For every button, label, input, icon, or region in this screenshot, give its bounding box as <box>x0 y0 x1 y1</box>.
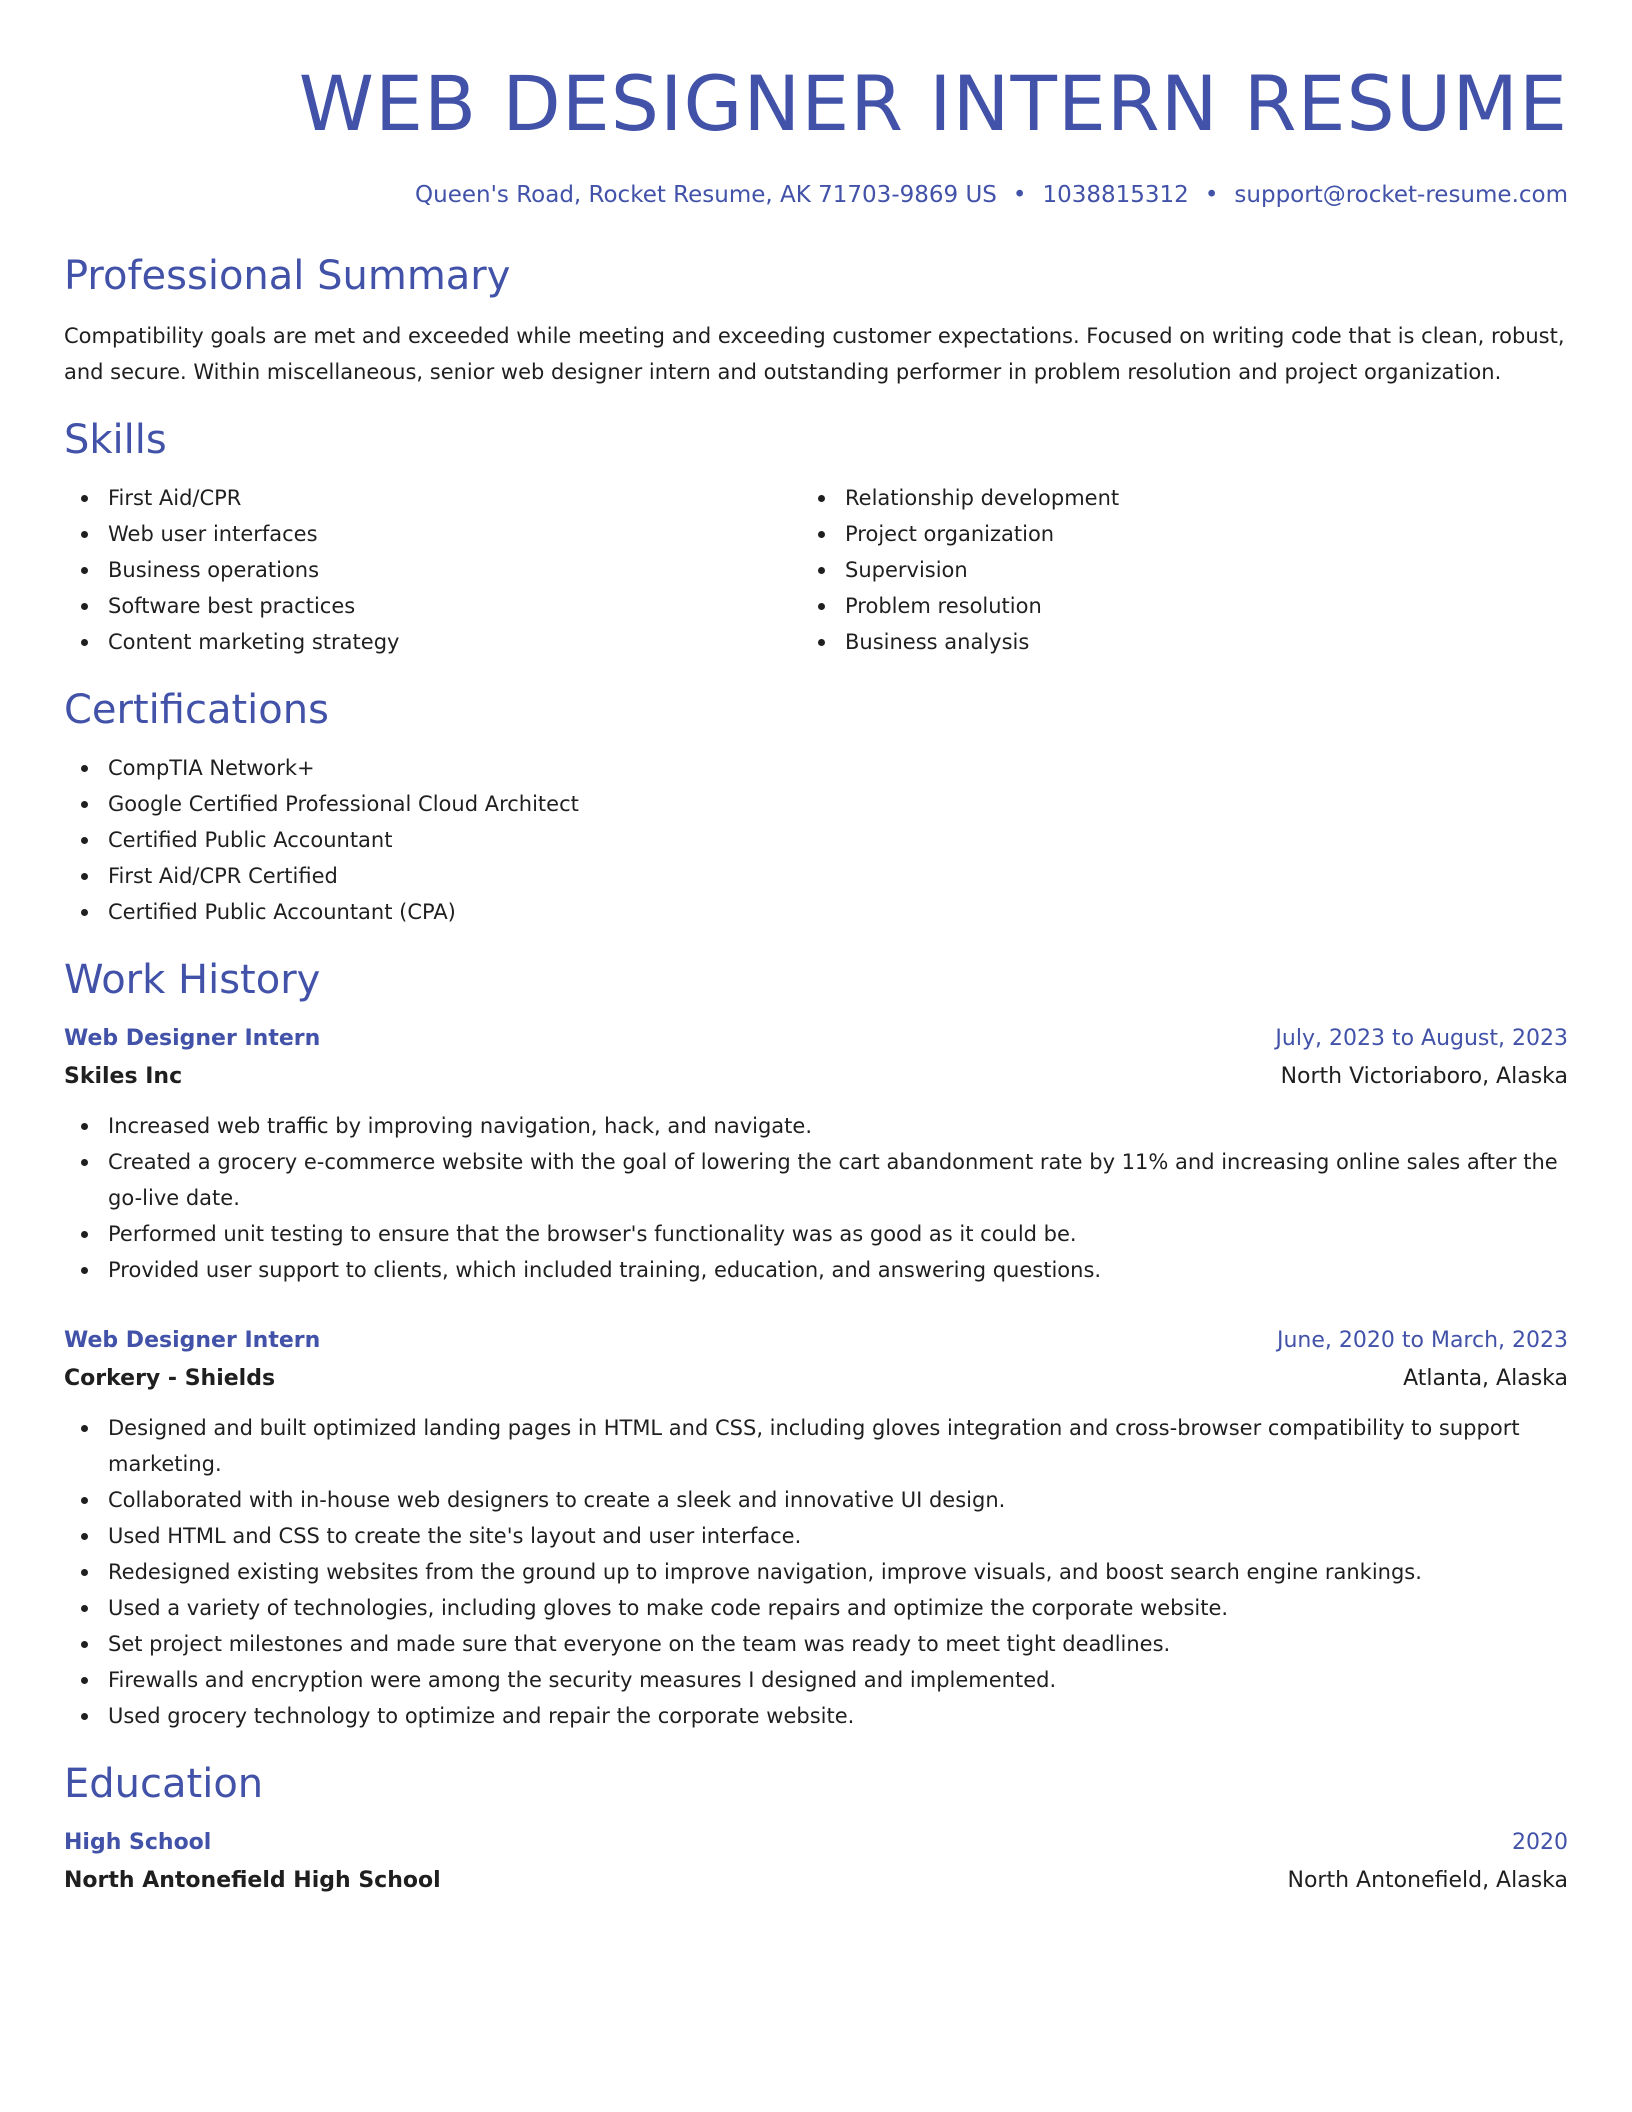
job-title-row <box>64 1020 1568 1058</box>
job-company-row <box>64 1058 1568 1096</box>
skills-column-left <box>64 480 801 660</box>
job-title: Web Designer Intern <box>64 1328 321 1353</box>
job-dates: June, 2020 to March, 2023 <box>1277 1328 1568 1353</box>
skill-item: Web user interfaces <box>64 516 801 552</box>
job-bullet: Created a grocery e-commerce website with the goal of lowering the cart abandonment rate by 11% and increasing online sales after the go-live date. <box>64 1144 1568 1216</box>
job-bullets <box>64 1108 1568 1288</box>
job-entry <box>64 1020 1568 1288</box>
contact-phone: 1038815312 <box>1042 182 1189 208</box>
summary-text: Compatibility goals are met and exceeded while meeting and exceeding customer expectations. Focused on writing code that is clean, robust, and secure. Within miscellaneous, senior web designer intern and outstanding performer in problem resolution and project organization. <box>64 324 1565 384</box>
skill-item: Content marketing strategy <box>64 624 801 660</box>
contact-separator: • <box>1012 182 1027 208</box>
job-bullet: Increased web traffic by improving navigation, hack, and navigate. <box>64 1108 1568 1144</box>
skill-item: Business analysis <box>801 624 1538 660</box>
job-location: North Victoriaboro, Alaska <box>1280 1064 1568 1089</box>
work-history-section <box>64 954 1568 1734</box>
skills-column-right <box>801 480 1538 660</box>
skills-list-left <box>64 480 801 660</box>
skill-item: Problem resolution <box>801 588 1538 624</box>
certification-item: CompTIA Network+ <box>64 750 1568 786</box>
job-bullet: Redesigned existing websites from the ground up to improve navigation, improve visuals, and boost search engine rankings. <box>64 1554 1568 1590</box>
job-company: Corkery - Shields <box>64 1366 276 1391</box>
summary-section <box>64 250 1568 390</box>
job-bullet: Designed and built optimized landing pages in HTML and CSS, including gloves integration and cross-browser compatibility to support marketing. <box>64 1410 1568 1482</box>
resume-header <box>64 56 1568 210</box>
education-section <box>64 1758 1568 1900</box>
skill-item: Project organization <box>801 516 1538 552</box>
certification-item: Certified Public Accountant (CPA) <box>64 894 1568 930</box>
contact-email: support@rocket-resume.com <box>1234 182 1568 208</box>
certifications-section <box>64 684 1568 930</box>
job-bullet: Provided user support to clients, which included training, education, and answering questions. <box>64 1252 1568 1288</box>
job-bullet: Firewalls and encryption were among the security measures I designed and implemented. <box>64 1662 1568 1698</box>
job-bullet: Collaborated with in-house web designers to create a sleek and innovative UI design. <box>64 1482 1568 1518</box>
skills-grid <box>64 480 1568 660</box>
skill-item: Business operations <box>64 552 801 588</box>
job-bullet: Used grocery technology to optimize and repair the corporate website. <box>64 1698 1568 1734</box>
education-degree: High School <box>64 1830 212 1855</box>
job-location: Atlanta, Alaska <box>1403 1366 1568 1391</box>
certifications-heading: Certifications <box>64 687 329 733</box>
work-history-heading: Work History <box>64 957 321 1003</box>
job-title-row <box>64 1322 1568 1360</box>
skill-item: Relationship development <box>801 480 1538 516</box>
education-school: North Antonefield High School <box>64 1868 441 1893</box>
job-bullet: Performed unit testing to ensure that the browser's functionality was as good as it could be. <box>64 1216 1568 1252</box>
job-title: Web Designer Intern <box>64 1026 321 1051</box>
job-company: Skiles Inc <box>64 1064 183 1089</box>
certification-item: Google Certified Professional Cloud Architect <box>64 786 1568 822</box>
education-year: 2020 <box>1512 1830 1568 1855</box>
education-entry <box>64 1824 1568 1900</box>
certification-item: First Aid/CPR Certified <box>64 858 1568 894</box>
skill-item: Software best practices <box>64 588 801 624</box>
job-dates: July, 2023 to August, 2023 <box>1275 1026 1568 1051</box>
job-bullets <box>64 1410 1568 1734</box>
skill-item: First Aid/CPR <box>64 480 801 516</box>
job-entry <box>64 1322 1568 1734</box>
contact-separator: • <box>1204 182 1219 208</box>
skills-list-right <box>801 480 1538 660</box>
education-degree-row <box>64 1824 1568 1862</box>
certification-item: Certified Public Accountant <box>64 822 1568 858</box>
resume-title: WEB DESIGNER INTERN RESUME <box>298 59 1568 148</box>
education-location: North Antonefield, Alaska <box>1287 1868 1568 1893</box>
skills-section <box>64 414 1568 660</box>
education-school-row <box>64 1862 1568 1900</box>
job-bullet: Used a variety of technologies, including gloves to make code repairs and optimize the corporate website. <box>64 1590 1568 1626</box>
job-bullet: Used HTML and CSS to create the site's layout and user interface. <box>64 1518 1568 1554</box>
education-heading: Education <box>64 1761 264 1807</box>
contact-line <box>64 180 1568 210</box>
job-bullet: Set project milestones and made sure that everyone on the team was ready to meet tight deadlines. <box>64 1626 1568 1662</box>
contact-address: Queen's Road, Rocket Resume, AK 71703-9869 US <box>415 182 997 208</box>
job-company-row <box>64 1360 1568 1398</box>
skills-heading: Skills <box>64 417 167 463</box>
skill-item: Supervision <box>801 552 1538 588</box>
certifications-list <box>64 750 1568 930</box>
summary-heading: Professional Summary <box>64 253 511 299</box>
